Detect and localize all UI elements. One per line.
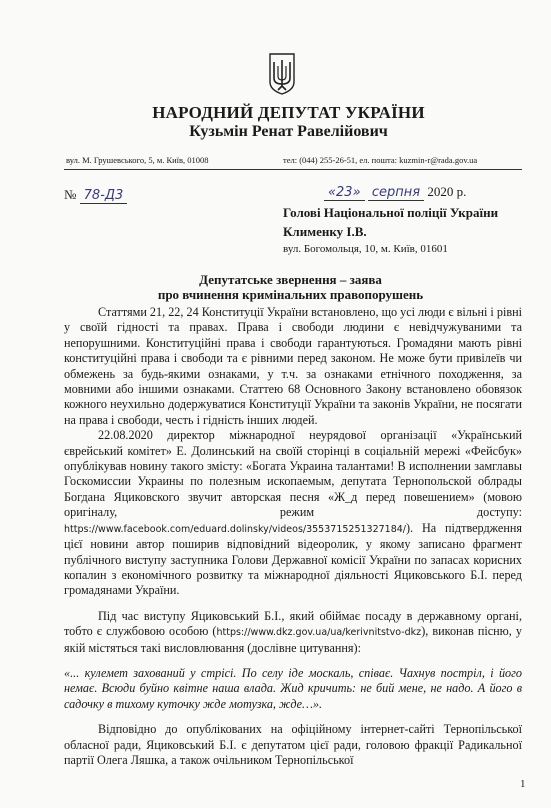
paragraph-3-continued: ), виконав пісню, у якій містяться такі висловлювання (дослівне цитування): — [64, 624, 522, 655]
date-month: серпня — [368, 185, 424, 201]
document-date — [324, 184, 466, 200]
coat-of-arms-icon — [268, 52, 296, 96]
number-prefix: № — [64, 187, 77, 202]
paragraph-3 — [64, 609, 522, 656]
header-divider — [64, 169, 522, 170]
recipient-position: Голові Національної поліції України — [283, 205, 499, 220]
recipient-name: Клименку І.В. — [283, 224, 367, 239]
page-number: 1 — [520, 778, 526, 790]
header-address: вул. М. Грушевського, 5, м. Київ, 01008 — [66, 155, 209, 165]
subject-subtitle: про вчинення кримінальних правопорушень — [157, 287, 424, 302]
recipient-address: вул. Богомольця, 10, м. Київ, 01601 — [283, 243, 448, 255]
paragraph-2-text: 22.08.2020 директор міжнародної неурядової організації «Український єврейський комітет» Е. Долинський на своїй сторінці в соціальній мережі «Фейсбук» опублікував новину такого змісту: «Богата Украина талантами! В исполнении замглавы Госкомиссии Украины по полезным ископаемым, депутата Тернопольской облрады Богдана Яциковского звучит авторская песня «Ж_д перед повешением» (мовою оригіналу, режим доступу: — [64, 428, 522, 520]
letter-body — [64, 305, 522, 768]
paragraph-3-text: Під час виступу Яциковський Б.І., який обіймає посаду в державному органі, тобто є службовою особою ( — [64, 608, 522, 639]
header-name: Кузьмін Ренат Равелійович — [189, 123, 388, 140]
paragraph-2-continued: ). На підтвердження цієї новини автор поширив відповідний відеоролик, у якому записано фрагмент публічного виступу заступника Голови Державної комісії України по запасах корисних копалин з економічного розвитку та міжнародної діяльності Яциковського Б.І. перед громадянами України. — [64, 520, 522, 598]
dkz-link[interactable]: https://www.dkz.gov.ua/ua/kerivnitstvo-dkz — [216, 627, 422, 639]
date-day: «23» — [324, 185, 365, 201]
facebook-link[interactable]: https://www.facebook.com/eduard.dolinsky/videos/3553715251327184/ — [64, 523, 406, 535]
paragraph-4: Відповідно до опублікованих на офіційному інтернет-сайті Тернопільської обласної ради, Яциковський Б.І. є депутатом цієї ради, головою фракції Радикальної партії Олега Ляшка, а також очільником Тернопільської — [64, 722, 522, 767]
paragraph-1: Статтями 21, 22, 24 Конституції України встановлено, що усі люди є вільні і рівні у своїй гідності та правах. Права і свободи людини є невідчужуваними та непорушними. Конституційні права і свободи гарантуються. Громадяни мають рівні конституційні права і свободи та є рівними перед законом. Не може бути привілеїв чи обмежень за будь-якими ознаками, у т.ч. за ознаками етнічного походження, за мовними або іншими ознаками. Статтею 68 Основного Закону встановлено обовязок кожного неухильно додержуватися Конституції України та законів України, не посягати на права і свободи, честь і гідність інших людей. — [64, 305, 522, 427]
paragraph-2 — [64, 428, 522, 598]
song-quote: «... кулемет захований у стрісі. По селу іде москаль, співає. Чахнув постріл, і його немає. Всюди буйно квітне наша влада. Жид кричить: не бий мене, не надо. А його в садочку в тихому куточку жде мотузка, жде…». — [64, 665, 522, 711]
number-value: 78-Д3 — [80, 188, 128, 204]
outgoing-number — [64, 187, 127, 203]
subject-title: Депутатське звернення – заява — [199, 272, 382, 287]
date-year: 2020 р. — [427, 184, 467, 199]
header-title: НАРОДНИЙ ДЕПУТАТ УКРАЇНИ — [152, 103, 425, 122]
header-contacts: тел: (044) 255-26-51, ел. пошта: kuzmin-r@rada.gov.ua — [283, 155, 478, 165]
